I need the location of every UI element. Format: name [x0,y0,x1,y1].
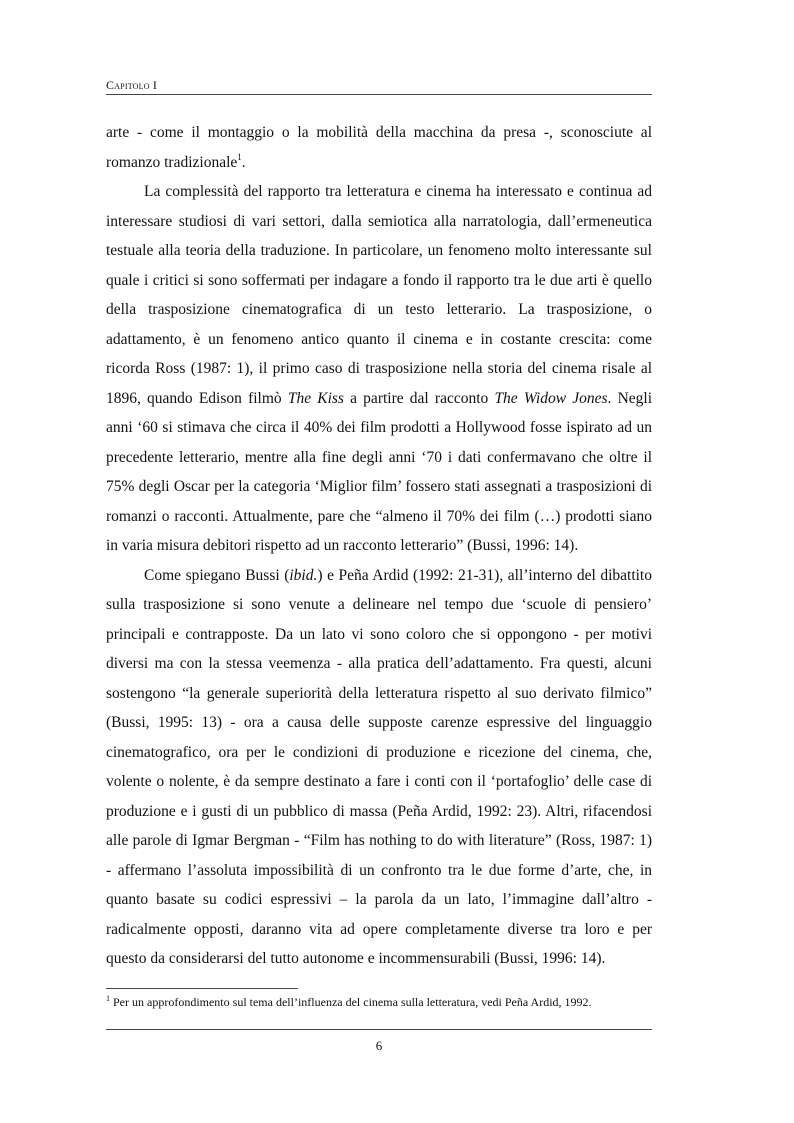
paragraph-2 [106,177,652,561]
footnote-number: 1 [106,994,110,1003]
footnote-text: Per un approfondimento sul tema dell’influenza del cinema sulla letteratura, vedi Peña Ardid, 1992. [110,995,592,1009]
running-header [106,78,652,95]
paragraph-1-text: arte - come il montaggio o la mobilità della macchina da presa -, sconosciute al romanzo tradizionale [106,124,652,171]
body-text [106,118,652,974]
story-title-widow-jones: The Widow Jones [494,389,608,407]
footer-rule [106,1029,652,1030]
paragraph-1 [106,118,652,177]
paragraph-1-end: . [241,153,246,171]
ibid-abbreviation: ibid. [289,566,318,584]
footnote [106,994,666,1010]
paragraph-3-text-b: ) e Peña Ardid (1992: 21-31), all’interno del dibattito sulla trasposizione si sono venute a delineare nel tempo due ‘scuole di pensiero’ principali e contrapposte. Da un lato vi sono coloro che si oppongono - per motivi diversi ma con la stessa veemenza - alla pratica dell’adattamento. Fra questi, alcuni sostengono “la generale superiorità della letteratura rispetto al suo derivato filmico” (Bussi, 1995: 13) - ora a causa delle supposte carenze espressive del linguaggio cinematografico, ora per le condizioni di produzione e ricezione del cinema, che, volente o nolente, è da sempre destinato a fare i conti con il ‘portafoglio’ delle case di produzione e i gusti di un pubblico di massa (Peña Ardid, 1992: 23). Altri, rifacendosi alle parole di Igmar Bergman - “Film has nothing to do with literature” (Ross, 1987: 1) - affermano l’assoluta impossibilità di un confronto tra le due forme d’arte, che, in quanto basate su codici espressivi – la parola da un lato, l’immagine dall’altro - radicalmente opposti, daranno vita ad opere completamente diverse tra loro e per questo da considerarsi del tutto autonome e incommensurabili (Bussi, 1996: 14). [106,566,652,967]
paragraph-3-text-a: Come spiegano Bussi ( [144,566,290,584]
page-number: 6 [375,1038,383,1053]
footnote-reference: 1 [237,151,242,162]
footnote-separator [106,988,298,989]
chapter-header: Capitolo I [106,78,158,92]
paragraph-2-text-b: a partire dal racconto [343,389,495,407]
paragraph-3 [106,561,652,974]
paragraph-2-text-a: La complessità del rapporto tra letteratura e cinema ha interessato e continua ad interessare studiosi di vari settori, dalla semiotica alla narratologia, dall’ermeneutica testuale alla teoria della traduzione. In particolare, un fenomeno molto interessante sul quale i critici si sono soffermati per indagare a fondo il rapporto tra le due arti è quello della trasposizione cinematografica di un testo letterario. La trasposizione, o adattamento, è un fenomeno antico quanto il cinema e in costante crescita: come ricorda Ross (1987: 1), il primo caso di trasposizione nella storia del cinema risale al 1896, quando Edison filmò [106,183,652,407]
film-title-the-kiss: The Kiss [287,389,344,407]
paragraph-2-text-c: . Negli anni ‘60 si stimava che circa il 40% dei film prodotti a Hollywood fosse ispirato ad un precedente letterario, mentre alla fine degli anni ‘70 i dati confermavano che oltre il 75% degli Oscar per la categoria ‘Miglior film’ fossero stati assegnati a trasposizioni di romanzi o racconti. Attualmente, pare che “almeno il 70% dei film (…) prodotti siano in varia misura debitori rispetto ad un racconto letterario” (Bussi, 1996: 14). [106,389,653,554]
